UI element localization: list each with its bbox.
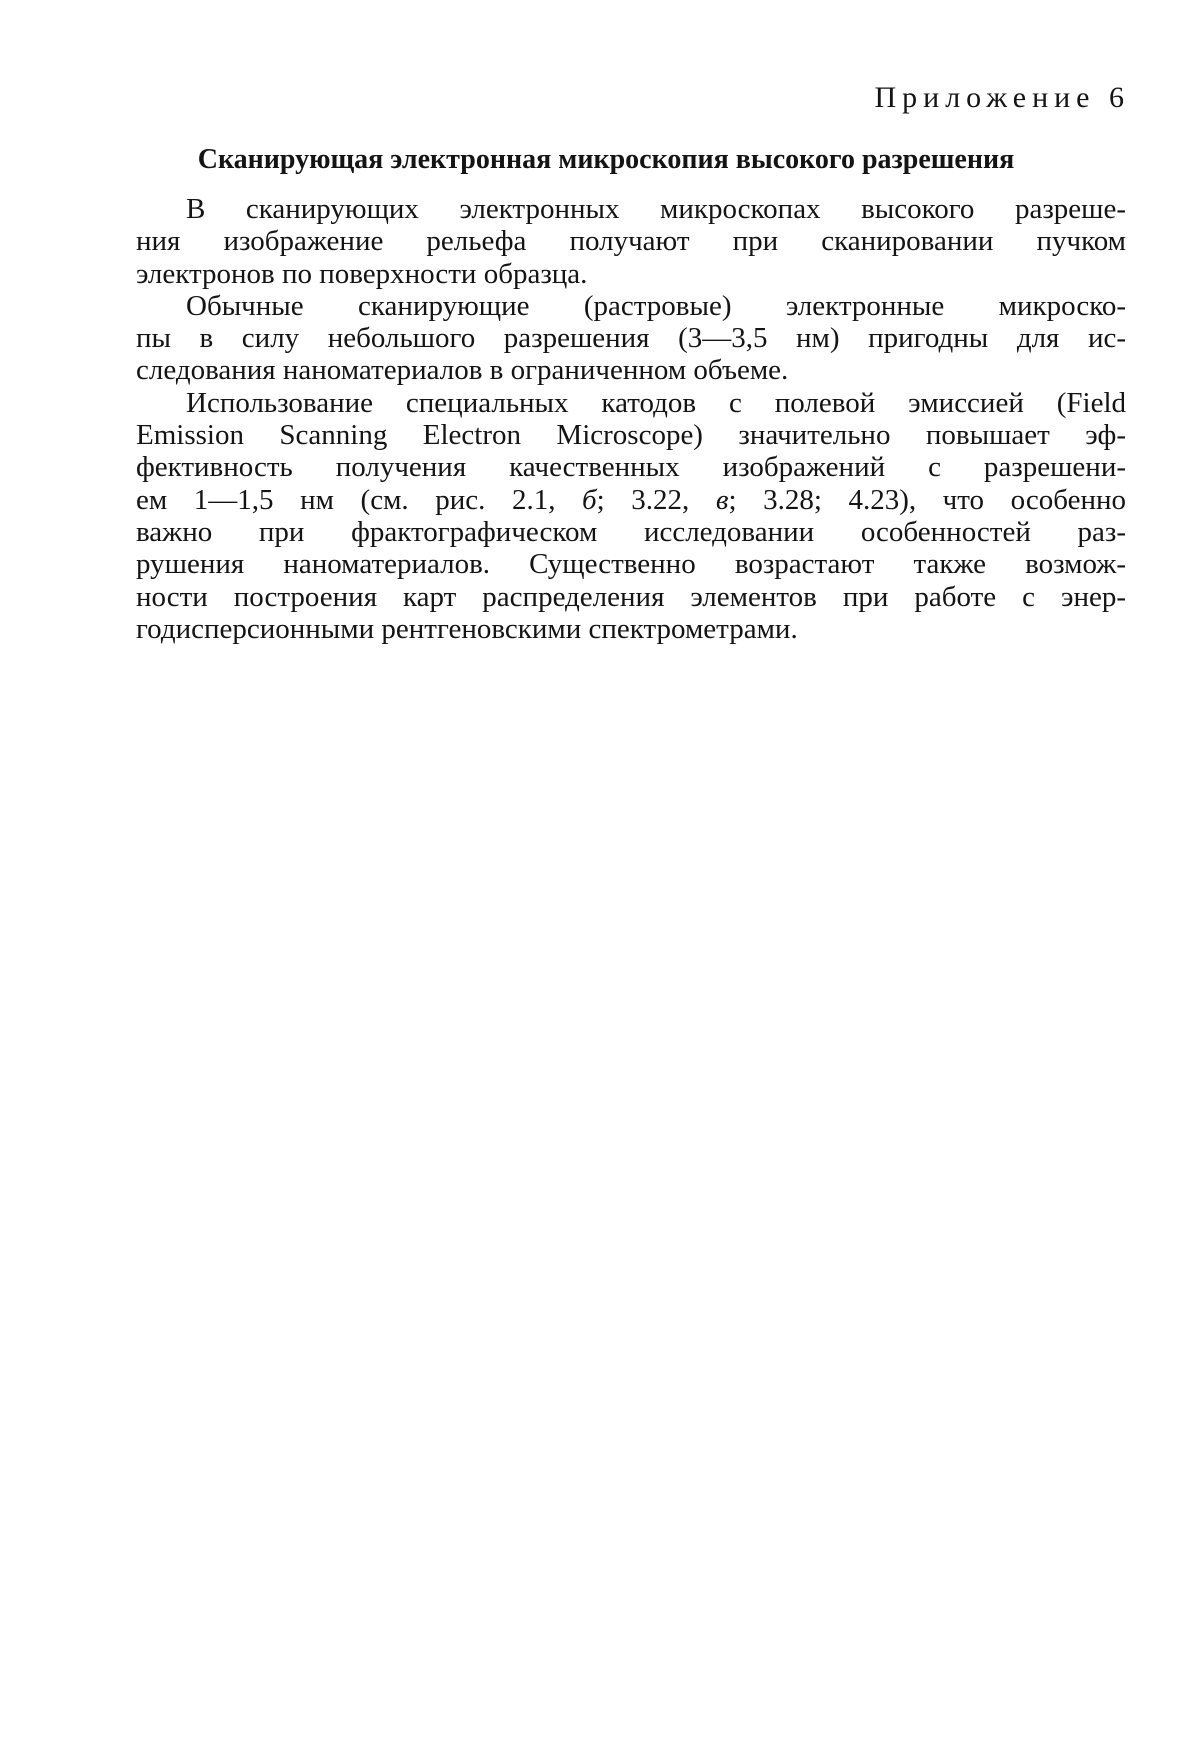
section-title: Сканирующая электронная микроскопия высокого разрешения [197, 144, 1015, 175]
text-line: электронов по поверхности образца. [136, 257, 588, 290]
text-line: фективность получения качественных изображений с разрешени- [136, 451, 1126, 484]
text-line-with-italics: ем 1—1,5 нм (см. рис. 2.1, б; 3.22, в; 3.28; 4.23), что особенно [136, 483, 1126, 516]
text-line: важно при фрактографическом исследовании особенностей раз- [136, 515, 1126, 548]
text-line: следования наноматериалов в ограниченном объеме. [136, 354, 789, 387]
text-line: годисперсионными рентгеновскими спектрометрами. [136, 612, 798, 645]
text-line: Обычные сканирующие (растровые) электронные микроско- [186, 289, 1126, 322]
text-line: пы в силу небольшого разрешения (3—3,5 нм) пригодны для ис- [136, 322, 1126, 355]
text-line: ния изображение рельефа получают при сканировании пучком [136, 225, 1126, 258]
text-line: Использование специальных катодов с полевой эмиссией (Field [186, 386, 1126, 419]
paragraph-1 [86, 193, 1126, 290]
text-line: В сканирующих электронных микроскопах высокого разреше- [186, 193, 1126, 225]
text-line: ности построения карт распределения элементов при работе с энер- [136, 580, 1126, 613]
text-line: Emission Scanning Electron Microscope) значительно повышает эф- [136, 419, 1126, 452]
text-line: рушения наноматериалов. Существенно возрастают также возмож- [136, 548, 1126, 581]
running-head: Приложение 6 [874, 81, 1130, 114]
paragraph-2 [86, 290, 1126, 387]
paragraph-3 [86, 387, 1126, 645]
body-text [86, 193, 1126, 645]
